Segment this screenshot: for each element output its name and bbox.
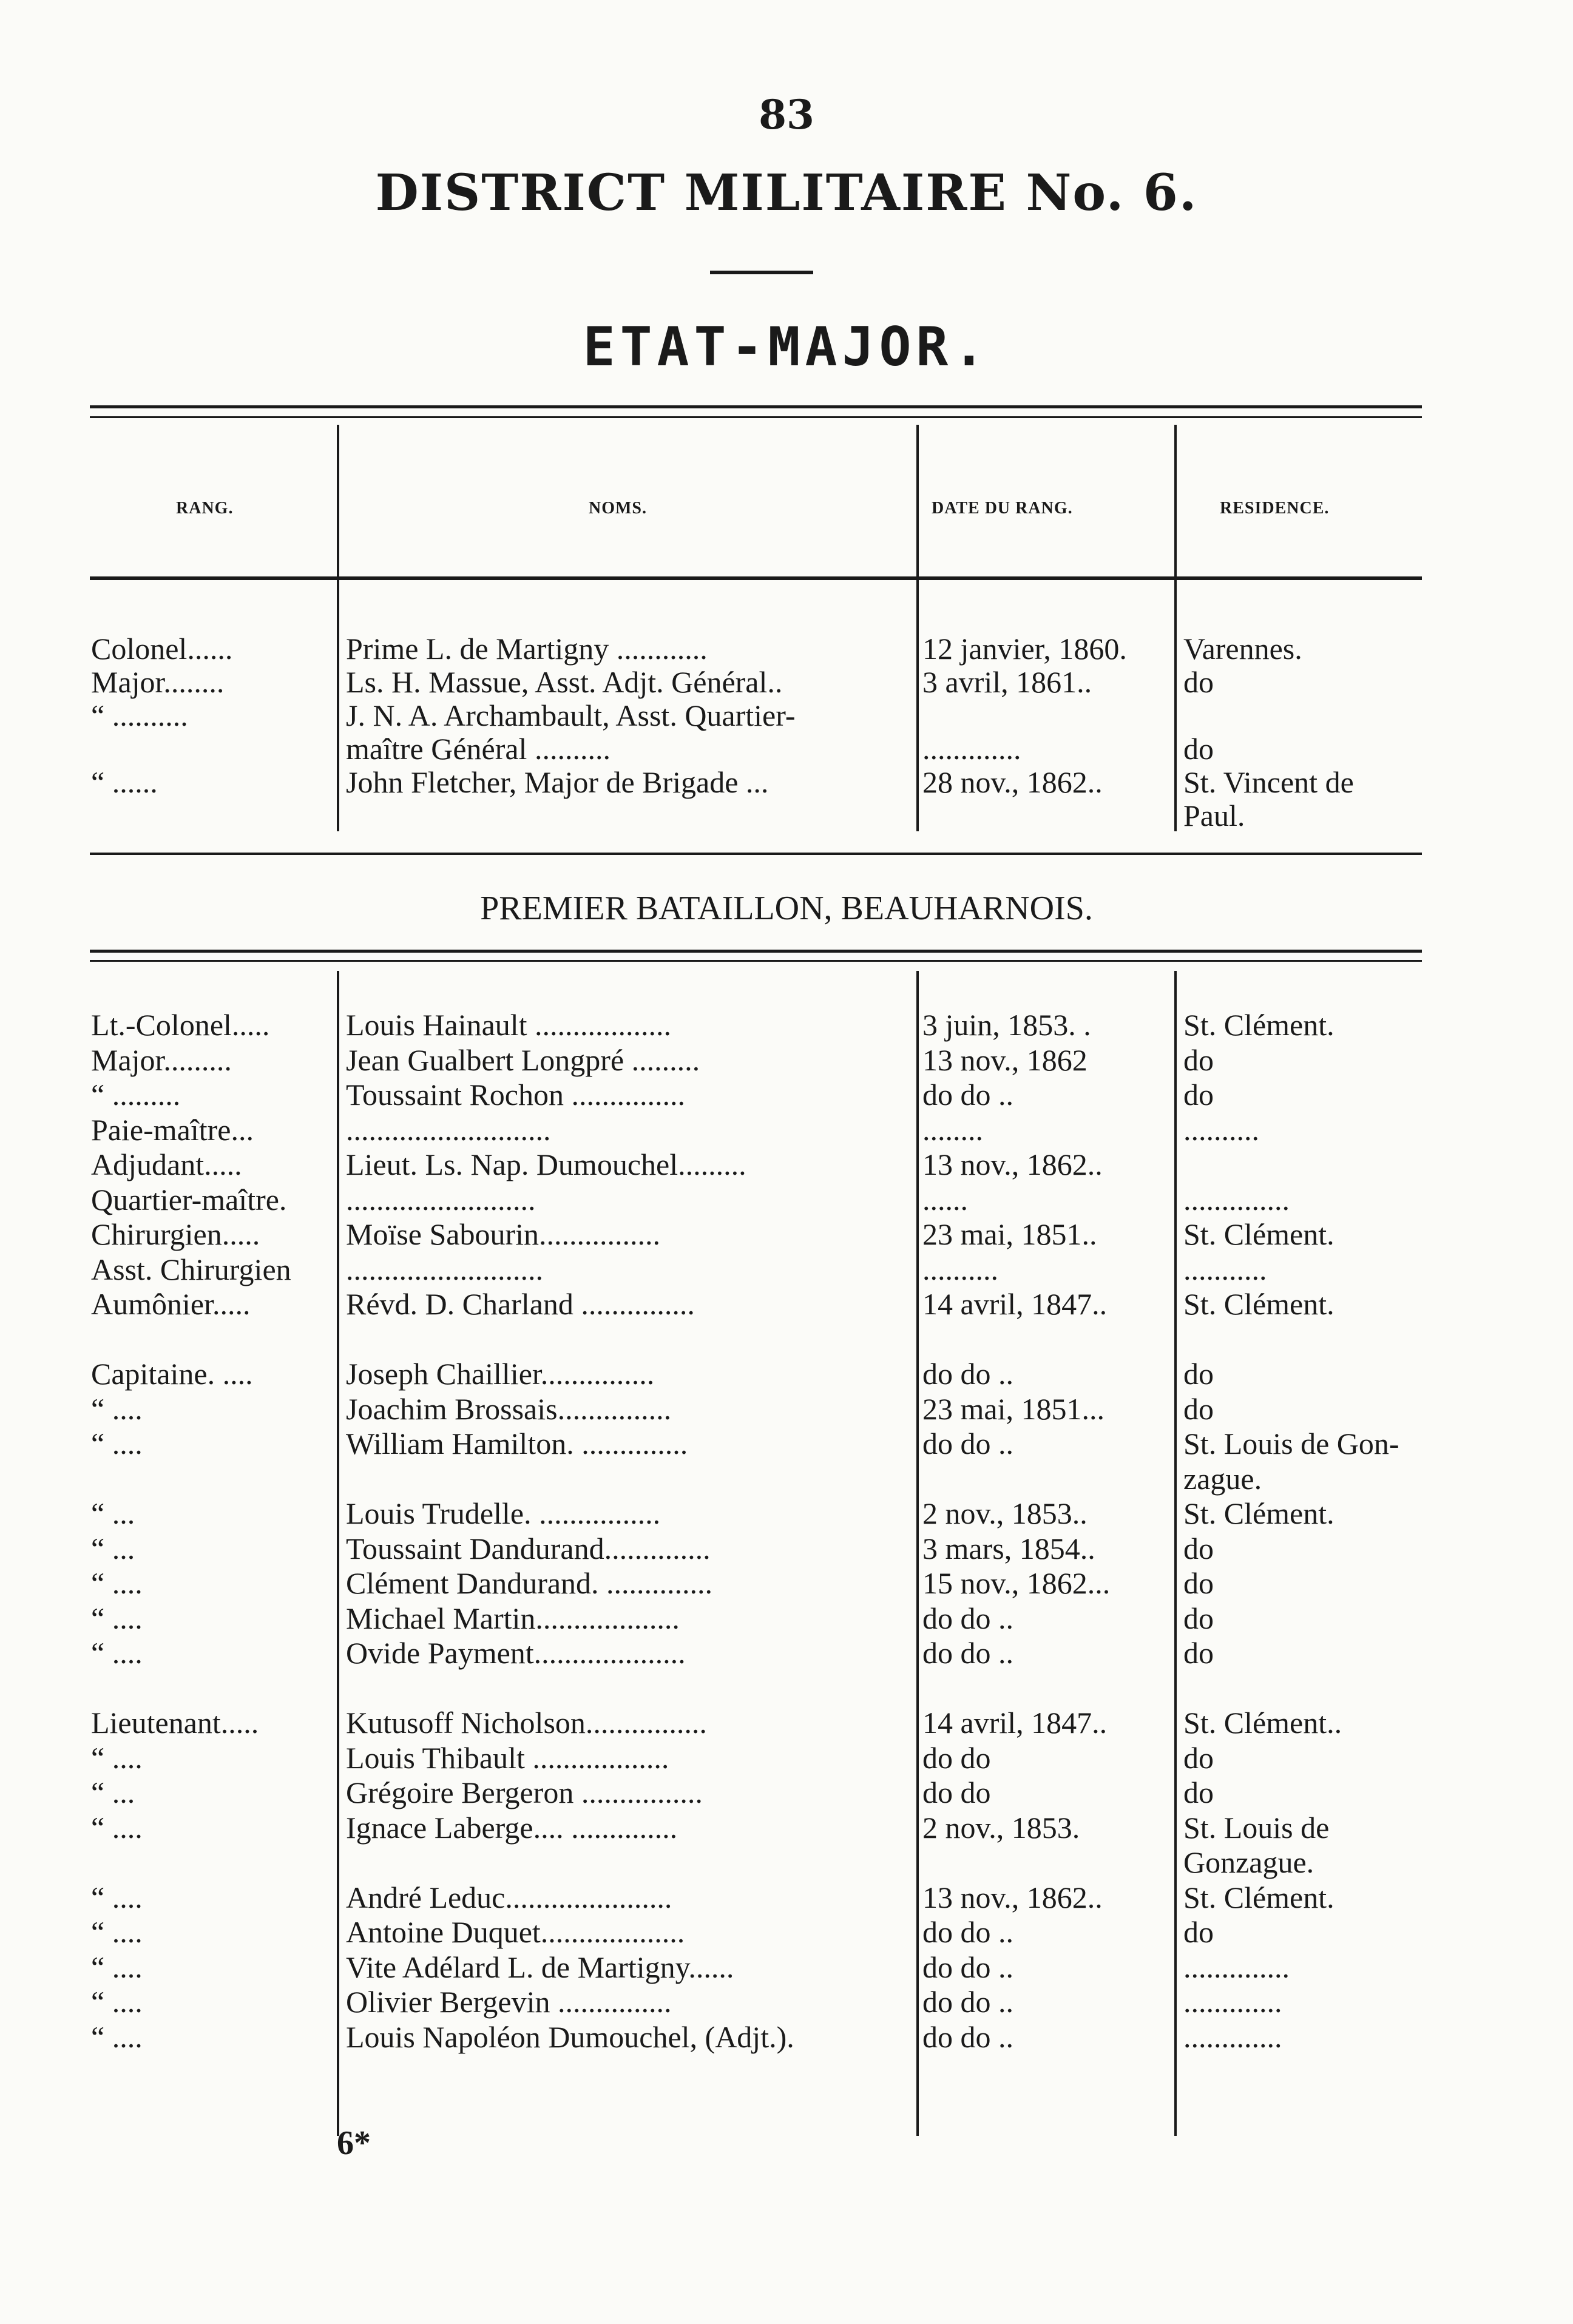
cell-name: John Fletcher, Major de Brigade ... xyxy=(346,765,769,799)
cell-date: do do .. xyxy=(922,1427,1013,1461)
cell-rank: “ ...... xyxy=(91,765,158,799)
cell-rank: Capitaine. .... xyxy=(91,1357,253,1391)
page-title: DISTRICT MILITAIRE No. 6. xyxy=(375,164,1198,222)
cell-name: Antoine Duquet................... xyxy=(346,1915,685,1949)
cell-residence: ............. xyxy=(1183,2019,1282,2054)
signature-mark: 6* xyxy=(337,2124,371,2162)
cell-residence: do xyxy=(1183,1601,1214,1635)
cell-rank: “ .... xyxy=(91,1985,143,2019)
cell-rank: “ .... xyxy=(91,1915,143,1949)
cell-name: Toussaint Dandurand.............. xyxy=(346,1531,711,1566)
cell-residence: zague. xyxy=(1183,1461,1262,1496)
cell-date: 15 nov., 1862... xyxy=(922,1566,1111,1600)
cell-rank: Paie-maître... xyxy=(91,1112,254,1147)
cell-rank: “ .... xyxy=(91,2019,143,2054)
cell-name: Olivier Bergevin ............... xyxy=(346,1985,672,2019)
section-heading-etat-major: ETAT-MAJOR. xyxy=(583,316,990,378)
cell-residence: .......... xyxy=(1183,1112,1259,1147)
cell-date: do do .. xyxy=(922,1985,1013,2019)
cell-residence: St. Clément. xyxy=(1183,1217,1335,1251)
cell-residence: do xyxy=(1183,1391,1214,1426)
cell-name: Louis Napoléon Dumouchel, (Adjt.). xyxy=(346,2019,794,2054)
section-title-bataillon: PREMIER BATAILLON, BEAUHARNOIS. xyxy=(480,890,1093,927)
cell-name: Ovide Payment.................... xyxy=(346,1636,686,1670)
cell-residence: Varennes. xyxy=(1183,632,1302,666)
cell-name: Joseph Chaillier............... xyxy=(346,1357,655,1391)
cell-rank: Adjudant..... xyxy=(91,1147,242,1181)
cell-residence: do xyxy=(1183,665,1214,699)
header-residence: RESIDENCE. xyxy=(1220,499,1330,518)
cell-rank: “ ... xyxy=(91,1775,135,1809)
column-divider xyxy=(916,425,919,831)
cell-residence: ............. xyxy=(1183,1985,1282,2019)
cell-residence: do xyxy=(1183,732,1214,766)
cell-residence: do xyxy=(1183,1531,1214,1566)
cell-residence: do xyxy=(1183,1566,1214,1600)
cell-residence: St. Clément. xyxy=(1183,1008,1335,1042)
cell-date: 13 nov., 1862.. xyxy=(922,1147,1103,1181)
cell-rank: Aumônier..... xyxy=(91,1287,251,1321)
cell-rank: Quartier-maître. xyxy=(91,1182,287,1217)
cell-date: do do .. xyxy=(922,1601,1013,1635)
cell-name: Ls. H. Massue, Asst. Adjt. Général.. xyxy=(346,665,783,699)
table-top-rule xyxy=(90,405,1422,408)
cell-name: Louis Thibault .................. xyxy=(346,1740,669,1775)
cell-residence: Gonzague. xyxy=(1183,1845,1314,1879)
cell-date: 13 nov., 1862 xyxy=(922,1042,1088,1077)
cell-date: 3 juin, 1853. . xyxy=(922,1008,1091,1042)
cell-date: 13 nov., 1862.. xyxy=(922,1880,1103,1914)
cell-rank: “ ......... xyxy=(91,1078,181,1112)
cell-residence: St. Vincent de xyxy=(1183,765,1354,799)
cell-name: Clément Dandurand. .............. xyxy=(346,1566,713,1600)
cell-name: ......................... xyxy=(346,1182,536,1217)
cell-residence: do xyxy=(1183,1042,1214,1077)
cell-residence: do xyxy=(1183,1915,1214,1949)
cell-name: .......................... xyxy=(346,1252,543,1286)
cell-date: ............. xyxy=(922,732,1021,766)
cell-rank: Major......... xyxy=(91,1042,232,1077)
cell-date: do do .. xyxy=(922,1636,1013,1670)
cell-date: do do .. xyxy=(922,1915,1013,1949)
cell-rank: “ ... xyxy=(91,1531,135,1566)
page-number: 83 xyxy=(759,91,814,138)
cell-name: ........................... xyxy=(346,1112,551,1147)
column-divider xyxy=(337,971,339,2136)
cell-residence: ........... xyxy=(1183,1252,1267,1286)
cell-rank: Chirurgien..... xyxy=(91,1217,260,1251)
cell-name: J. N. A. Archambault, Asst. Quartier- xyxy=(346,698,796,732)
cell-rank: “ .... xyxy=(91,1950,143,1984)
cell-name: Jean Gualbert Longpré ......... xyxy=(346,1042,700,1077)
cell-date: 14 avril, 1847.. xyxy=(922,1706,1108,1740)
cell-name: Michael Martin................... xyxy=(346,1601,680,1635)
cell-residence: Paul. xyxy=(1183,799,1245,833)
cell-rank: Colonel...... xyxy=(91,632,233,666)
cell-name: Vite Adélard L. de Martigny...... xyxy=(346,1950,734,1984)
cell-date: 3 avril, 1861.. xyxy=(922,665,1092,699)
cell-date: do do xyxy=(922,1775,991,1809)
column-divider xyxy=(916,971,919,2136)
cell-residence: St. Louis de xyxy=(1183,1810,1330,1845)
cell-residence: do xyxy=(1183,1078,1214,1112)
cell-date: 28 nov., 1862.. xyxy=(922,765,1103,799)
cell-rank: “ .... xyxy=(91,1427,143,1461)
cell-name: Kutusoff Nicholson................ xyxy=(346,1706,707,1740)
header-names: NOMS. xyxy=(589,499,647,518)
cell-residence: St. Clément. xyxy=(1183,1496,1335,1530)
cell-residence: St. Louis de Gon- xyxy=(1183,1427,1399,1461)
column-divider xyxy=(337,425,339,831)
cell-rank: “ .... xyxy=(91,1391,143,1426)
table-bottom-rule xyxy=(90,853,1422,855)
cell-name: Révd. D. Charland ............... xyxy=(346,1287,695,1321)
cell-date: 23 mai, 1851.. xyxy=(922,1217,1097,1251)
cell-name: Ignace Laberge.... .............. xyxy=(346,1810,678,1845)
cell-residence: do xyxy=(1183,1636,1214,1670)
cell-date: do do .. xyxy=(922,2019,1013,2054)
bataillon-top-rule xyxy=(90,950,1422,953)
cell-rank: “ .... xyxy=(91,1880,143,1914)
cell-name: Lieut. Ls. Nap. Dumouchel......... xyxy=(346,1147,746,1181)
cell-rank: Lieutenant..... xyxy=(91,1706,259,1740)
cell-residence: St. Clément. xyxy=(1183,1880,1335,1914)
cell-name: Joachim Brossais............... xyxy=(346,1391,672,1426)
header-date: DATE DU RANG. xyxy=(932,499,1073,518)
cell-date: do do xyxy=(922,1740,991,1775)
cell-name: maître Général .......... xyxy=(346,732,611,766)
cell-date: 12 janvier, 1860. xyxy=(922,632,1127,666)
cell-residence: do xyxy=(1183,1740,1214,1775)
cell-residence: do xyxy=(1183,1357,1214,1391)
bataillon-top-rule-thin xyxy=(90,960,1422,962)
cell-name: André Leduc...................... xyxy=(346,1880,672,1914)
cell-date: 14 avril, 1847.. xyxy=(922,1287,1108,1321)
header-bottom-rule xyxy=(90,576,1422,580)
cell-rank: “ ... xyxy=(91,1496,135,1530)
cell-date: 2 nov., 1853.. xyxy=(922,1496,1088,1530)
column-divider xyxy=(1174,971,1177,2136)
cell-date: 23 mai, 1851... xyxy=(922,1391,1104,1426)
column-divider xyxy=(1174,425,1177,831)
cell-residence: do xyxy=(1183,1775,1214,1809)
cell-name: Moïse Sabourin................ xyxy=(346,1217,661,1251)
cell-rank: “ .... xyxy=(91,1810,143,1845)
cell-residence: St. Clément.. xyxy=(1183,1706,1342,1740)
title-divider xyxy=(710,271,813,274)
cell-name: Prime L. de Martigny ............ xyxy=(346,632,708,666)
cell-rank: Lt.-Colonel..... xyxy=(91,1008,270,1042)
cell-rank: “ .... xyxy=(91,1740,143,1775)
cell-date: 3 mars, 1854.. xyxy=(922,1531,1095,1566)
cell-date: ...... xyxy=(922,1182,968,1217)
cell-rank: “ .... xyxy=(91,1566,143,1600)
cell-date: do do .. xyxy=(922,1950,1013,1984)
cell-residence: .............. xyxy=(1183,1182,1290,1217)
table-top-rule-thin xyxy=(90,416,1422,418)
cell-date: do do .. xyxy=(922,1357,1013,1391)
cell-date: 2 nov., 1853. xyxy=(922,1810,1080,1845)
cell-rank: “ .... xyxy=(91,1636,143,1670)
cell-name: William Hamilton. .............. xyxy=(346,1427,688,1461)
cell-name: Toussaint Rochon ............... xyxy=(346,1078,685,1112)
cell-rank: “ .......... xyxy=(91,698,188,732)
cell-name: Grégoire Bergeron ................ xyxy=(346,1775,703,1809)
cell-residence: St. Clément. xyxy=(1183,1287,1335,1321)
cell-name: Louis Trudelle. ................ xyxy=(346,1496,661,1530)
cell-rank: Major........ xyxy=(91,665,225,699)
cell-date: ........ xyxy=(922,1112,983,1147)
cell-name: Louis Hainault .................. xyxy=(346,1008,672,1042)
cell-date: do do .. xyxy=(922,1078,1013,1112)
cell-residence: .............. xyxy=(1183,1950,1290,1984)
cell-rank: Asst. Chirurgien xyxy=(91,1252,291,1286)
cell-date: .......... xyxy=(922,1252,998,1286)
header-rank: RANG. xyxy=(176,499,234,518)
cell-rank: “ .... xyxy=(91,1601,143,1635)
